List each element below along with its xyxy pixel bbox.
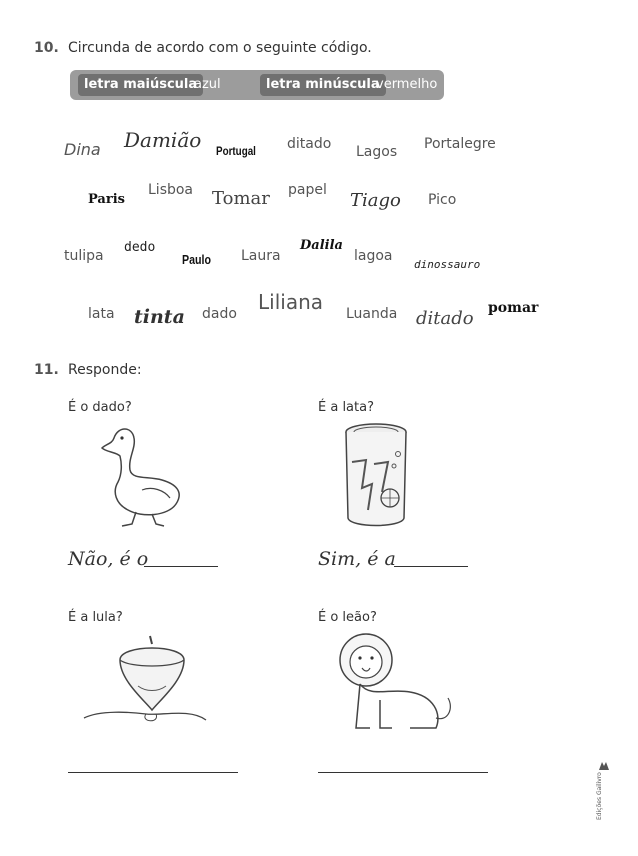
answer-blank-can[interactable] — [394, 566, 468, 567]
legend-lowercase-color: vermelho — [376, 77, 438, 92]
word-dina[interactable]: Dina — [64, 140, 101, 159]
question-10-instruction: Circunda de acordo com o seguinte código. — [68, 40, 372, 56]
word-tinta[interactable]: tinta — [134, 306, 185, 328]
question-11-number: 11. — [34, 362, 59, 378]
word-portalegre[interactable]: Portalegre — [424, 136, 496, 152]
soda-can-illustration — [338, 418, 418, 536]
answer-duck: Não, é o — [68, 548, 149, 570]
answer-blank-lion[interactable] — [318, 772, 488, 773]
question-can: É a lata? — [318, 400, 374, 415]
word-papel[interactable]: papel — [288, 182, 327, 198]
word-pomar[interactable]: pomar — [488, 300, 539, 316]
word-dedo[interactable]: dedo — [124, 240, 156, 255]
question-duck: É o dado? — [68, 400, 132, 415]
spinning-top-illustration — [80, 630, 212, 730]
word-lata[interactable]: lata — [88, 306, 115, 322]
question-lion: É o leão? — [318, 610, 377, 625]
answer-can: Sim, é a — [318, 548, 396, 570]
word-tulipa[interactable]: tulipa — [64, 248, 104, 264]
word-dalila[interactable]: Dalila — [300, 238, 343, 253]
word-lisboa[interactable]: Lisboa — [148, 182, 194, 198]
legend-uppercase-color: azul — [194, 77, 221, 92]
word-damiao[interactable]: Damião — [124, 128, 202, 152]
question-11-instruction: Responde: — [68, 362, 142, 378]
question-top: É a lula? — [68, 610, 123, 625]
word-pico[interactable]: Pico — [428, 192, 457, 208]
word-paulo[interactable]: Paulo — [182, 252, 212, 267]
publisher-logo-icon — [598, 760, 610, 772]
word-luanda[interactable]: Luanda — [346, 306, 398, 322]
publisher-mark — [596, 760, 624, 820]
lion-illustration — [330, 628, 460, 738]
word-paris[interactable]: Paris — [88, 192, 125, 207]
word-portugal[interactable]: Portugal — [216, 144, 256, 158]
word-liliana[interactable]: Liliana — [258, 290, 323, 314]
answer-blank-top[interactable] — [68, 772, 238, 773]
word-dado[interactable]: dado — [202, 306, 237, 322]
word-lagoa[interactable]: lagoa — [354, 248, 393, 264]
question-10-number: 10. — [34, 40, 59, 56]
color-code-legend — [70, 70, 444, 100]
legend-uppercase-label: letra maiúscula — [78, 74, 203, 96]
word-tomar[interactable]: Tomar — [212, 188, 270, 209]
word-lagos[interactable]: Lagos — [356, 144, 398, 160]
word-dinossauro[interactable]: dinossauro — [414, 258, 481, 271]
duck-illustration — [92, 420, 192, 530]
word-laura[interactable]: Laura — [241, 248, 281, 264]
word-ditado-1[interactable]: ditado — [287, 136, 332, 152]
legend-lowercase-label: letra minúscula — [260, 74, 386, 96]
answer-blank-duck[interactable] — [144, 566, 218, 567]
publisher-name: Edições Gailivro — [596, 772, 603, 820]
word-ditado-2[interactable]: ditado — [416, 308, 474, 329]
word-tiago[interactable]: Tiago — [350, 190, 401, 211]
